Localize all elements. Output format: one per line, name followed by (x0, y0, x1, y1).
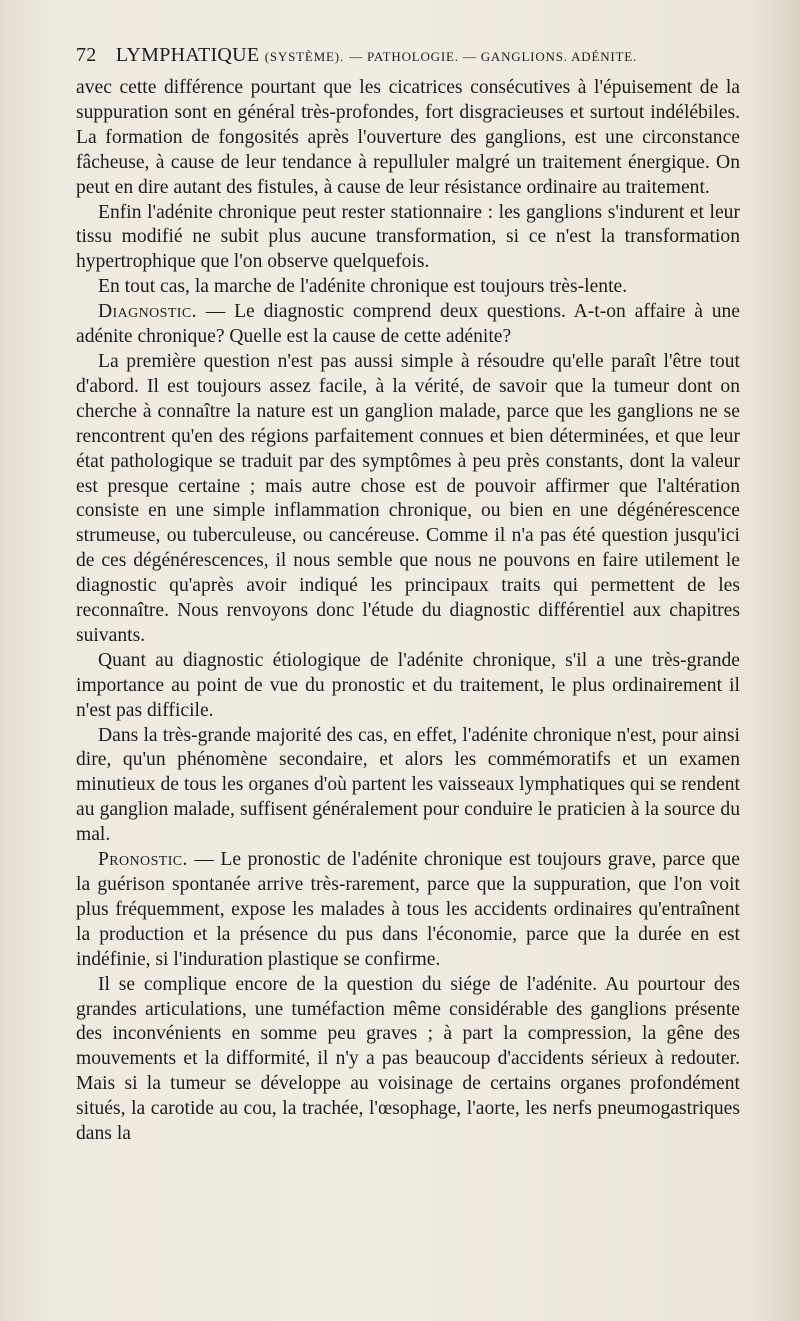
section-lead-pronostic: Pronostic. (98, 849, 188, 871)
paragraph: Quant au diagnostic étiologique de l'adénite chronique, s'il a une très-grande importance au point de vue du pronostic et du traitement, le plus ordinairement il n'est pas difficile. (76, 649, 740, 721)
paragraph: Enfin l'adénite chronique peut rester stationnaire : les ganglions s'indurent et leur tissu modifié ne subit plus aucune transformation, si ce n'est la transformation hypertrophique que l'on observe quelquefois. (76, 201, 740, 273)
header-subtitle: (SYSTÈME). (264, 49, 344, 64)
paragraph: En tout cas, la marche de l'adénite chronique est toujours très-lente. (98, 276, 628, 298)
paragraph: La première question n'est pas aussi simple à résoudre qu'elle paraît l'être tout d'abord. Il est toujours assez facile, à la vérité, de savoir que la tumeur dont on cherche à connaître la nature est un ganglion malade, parce que les ganglions ne se rencontrent qu'en des régions parfaitement connues et bien déterminées, et que leur état pathologique se traduit par des symptômes à peu près constants, dont la valeur est presque certaine ; mais autre chose est de pouvoir affirmer que l'altération consiste en une simple inflammation chronique, ou bien en une dégénérescence strumeuse, ou tuberculeuse, ou cancéreuse. Comme il n'a pas été question jusqu'ici de ces dégénérescences, il nous semble que nous ne pouvons en faire utilement le diagnostic qu'après avoir indiqué les principaux traits qui permettent de les reconnaître. Nous renvoyons donc l'étude du diagnostic différentiel aux chapitres suivants. (76, 350, 740, 646)
page-body (76, 76, 740, 1147)
page-number: 72 (76, 44, 97, 66)
header-section: — PATHOLOGIE. — GANGLIONS. ADÉNITE. (349, 49, 638, 64)
paragraph-pronostic: Pronostic. — Le pronostic de l'adénite chronique est toujours grave, parce que la guérison spontanée arrive très-rarement, parce que la suppuration, que l'on voit plus fréquemment, expose les malades à tous les accidents ordinaires qu'entraînent la production et la présence du pus dans l'économie, parce que la durée en est indéfinie, si l'induration plastique se confirme. (76, 849, 740, 970)
paragraph: avec cette différence pourtant que les cicatrices consécutives à l'épuisement de la suppuration sont en général très-profondes, fort disgracieuses et surtout indélébiles. La formation de fongosités après l'ouverture des ganglions, est une circonstance fâcheuse, à cause de leur tendance à repulluler malgré un traitement énergique. On peut en dire autant des fistules, à cause de leur résistance ordinaire au traitement. (76, 77, 740, 198)
paragraph-diagnostic: Diagnostic. — Le diagnostic comprend deux questions. A-t-on affaire à une adénite chronique? Quelle est la cause de cette adénite? (76, 301, 740, 348)
section-lead-diagnostic: Diagnostic. (98, 301, 197, 323)
paragraph: Il se complique encore de la question du siége de l'adénite. Au pourtour des grandes articulations, une tuméfaction même considérable des ganglions présente des inconvénients en somme peu graves ; à part la compression, la gêne des mouvements et la difformité, il n'y a pas beaucoup d'accidents sérieux à redouter. Mais si la tumeur se développe au voisinage de certains organes profondément situés, la carotide au cou, la trachée, l'œsophage, l'aorte, les nerfs pneumogastriques dans la (76, 973, 740, 1145)
header-title: LYMPHATIQUE (115, 44, 260, 66)
paragraph: Dans la très-grande majorité des cas, en effet, l'adénite chronique n'est, pour ainsi dire, qu'un phénomène secondaire, et alors les commémoratifs et un examen minutieux de tous les organes d'où partent les vaisseaux lymphatiques qui se rendent au ganglion malade, suffisent généralement pour conduire le praticien à la source du mal. (76, 724, 740, 846)
running-header (76, 44, 736, 67)
